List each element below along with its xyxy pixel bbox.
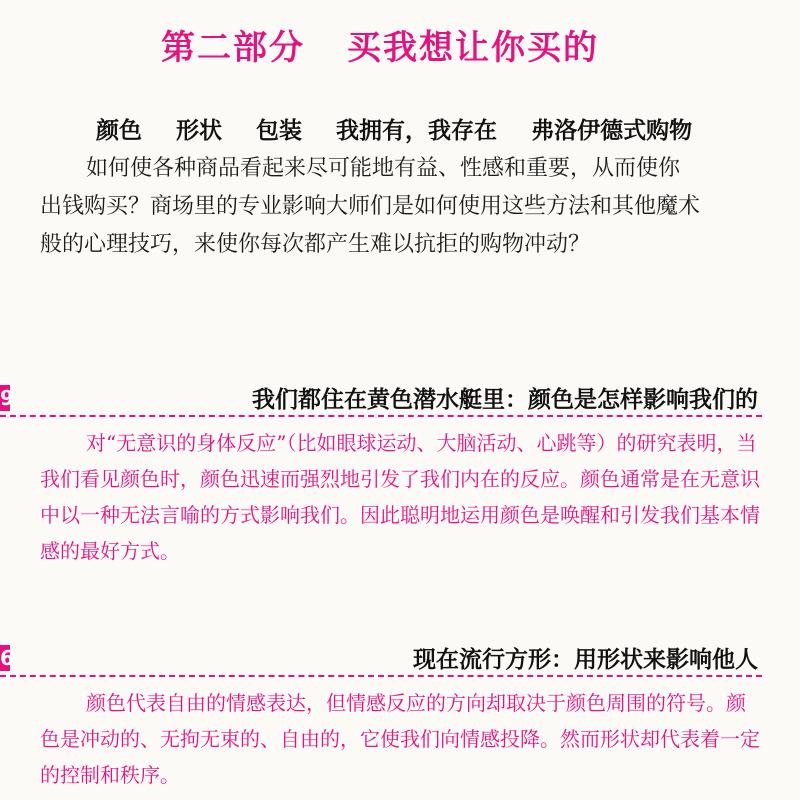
section-body-text: 对“无意识的身体反应”（比如眼球运动、大脑活动、心跳等）的研究表明，当我们看见颜色时，颜色迅速而强烈地引发了我们内在的反应。颜色通常是在无意识中以一种无法言喻的方式影响我们。因此聪明地运用颜色是唤醒和引发我们基本情感的最好方式。	[40, 431, 760, 563]
subtitle-item: 形状	[176, 118, 223, 144]
intro-text: 如何使各种商品看起来尽可能地有益、性感和重要，从而使你出钱购买？商场里的专业影响大师们是如何使用这些方法和其他魔术般的心理技巧，来使你每次都产生难以抗拒的购物冲动？	[40, 156, 701, 257]
intro-paragraph	[40, 150, 700, 264]
chapter-subtitles	[96, 112, 692, 145]
section-body	[40, 425, 760, 569]
subtitle-item: 我拥有，我存在	[336, 118, 498, 144]
part-title	[0, 20, 780, 69]
section-heading: 现在流行方形：用形状来影响他人	[413, 647, 758, 673]
part-title-text: 买我想让你买的	[347, 28, 599, 68]
section-heading: 我们都住在黄色潜水艇里：颜色是怎样影响我们的	[252, 387, 758, 413]
section-number-badge: 9	[0, 386, 14, 410]
subtitle-item: 弗洛伊德式购物	[531, 118, 693, 144]
dashed-divider	[0, 675, 762, 677]
part-label: 第二部分	[161, 28, 305, 68]
section-number-badge: 6	[0, 646, 14, 670]
subtitle-item: 包装	[256, 118, 303, 144]
section-body	[40, 685, 760, 793]
dashed-divider	[0, 415, 762, 417]
section-body-text: 颜色代表自由的情感表达，但情感反应的方向却取决于颜色周围的符号。颜色是冲动的、无拘无束的、自由的，它使我们向情感投降。然而形状却代表着一定的控制和秩序。	[40, 691, 760, 787]
subtitle-item: 颜色	[96, 118, 142, 144]
